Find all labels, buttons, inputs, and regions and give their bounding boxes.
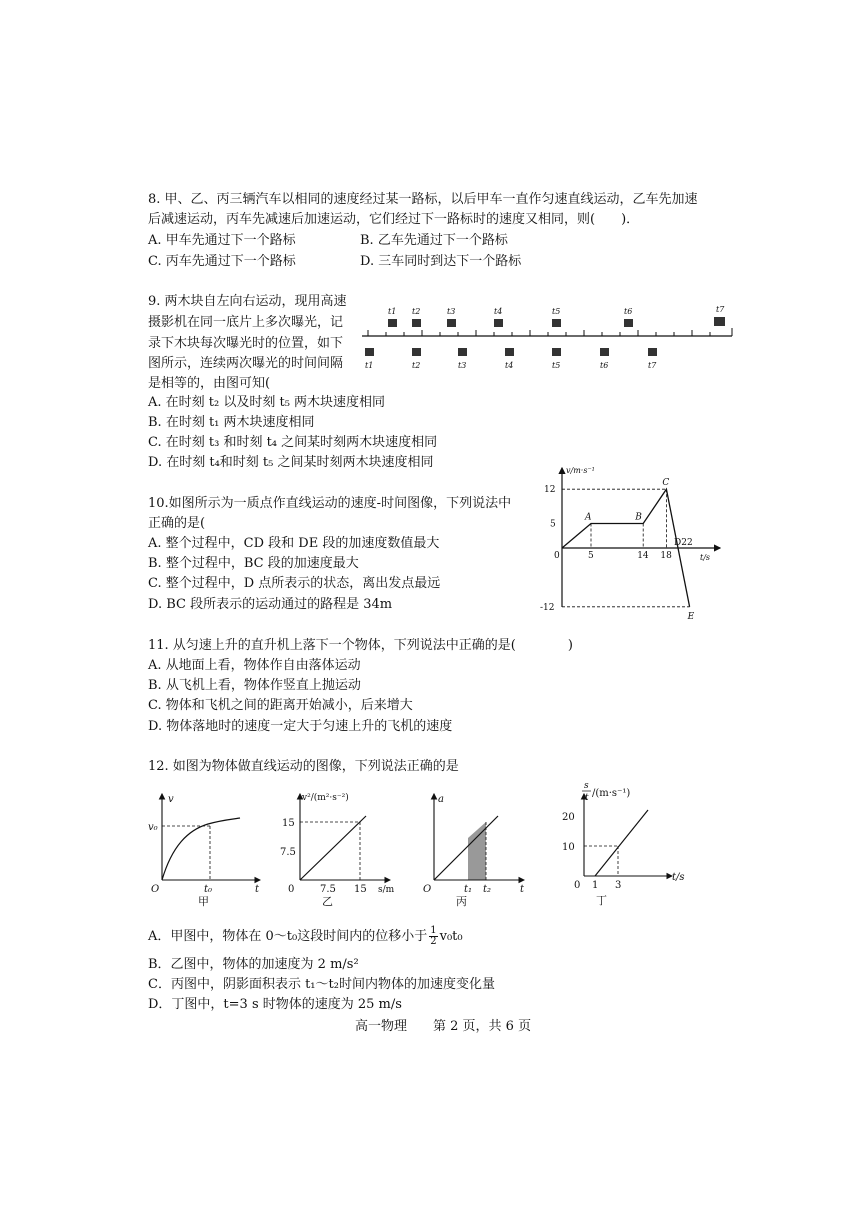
top-label-t3: t3 — [447, 307, 456, 316]
bing-origin: O — [423, 884, 432, 895]
jia-t0: t₀ — [204, 884, 213, 895]
jia-origin: O — [151, 884, 160, 895]
top-block — [494, 319, 503, 327]
top-label-t1: t1 — [388, 307, 397, 316]
vt-ytick-neg12: -12 — [540, 602, 555, 613]
q9-option-d: D. 在时刻 t₄和时刻 t₅ 之间某时刻两木块速度相同 — [148, 455, 434, 470]
yi-xtick-15: 15 — [354, 884, 367, 895]
jia-xlabel: t — [255, 884, 260, 895]
ding-ylabel-unit: /(m·s⁻¹) — [592, 788, 631, 799]
q11-option-a: A. 从地面上看，物体作自由落体运动 — [148, 658, 361, 673]
q11-stem: 11. 从匀速上升的直升机上落下一个物体，下列说法中正确的是( ) — [148, 638, 573, 653]
bottom-label-t6: t6 — [600, 361, 609, 370]
bing-ylabel: a — [438, 794, 444, 805]
q8-option-c: C. 丙车先通过下一个路标 — [148, 254, 296, 269]
q9-stem-line5: 是相等的，由图可知( — [148, 376, 271, 391]
ding-origin: 0 — [574, 880, 581, 891]
bottom-block — [552, 348, 561, 356]
q12-graph-bing — [420, 788, 535, 908]
q10-option-a: A. 整个过程中，CD 段和 DE 段的加速度数值最大 — [148, 536, 440, 551]
yi-ylabel: v²/(m²·s⁻²) — [302, 793, 349, 803]
top-label-t2: t2 — [412, 307, 421, 316]
q12-option-b: B．乙图中，物体的加速度为 2 m/s² — [148, 957, 359, 972]
fraction-numerator: 1 — [430, 925, 437, 936]
vt-point-label-E: E — [687, 611, 695, 622]
bottom-block — [458, 348, 467, 356]
q8-option-b: B. 乙车先通过下一个路标 — [360, 233, 508, 248]
top-block — [552, 319, 561, 327]
q10-stem-line2: 正确的是( — [148, 516, 206, 531]
top-block — [388, 319, 397, 327]
ding-xlabel: t/s — [672, 872, 685, 883]
yi-origin: 0 — [288, 884, 295, 895]
jia-v0: v₀ — [148, 822, 158, 833]
q8-stem-line1: 8. 甲、乙、丙三辆汽车以相同的速度经过某一路标，以后甲车一直作匀速直线运动，乙车先加速 — [148, 192, 698, 207]
ding-xtick-1: 1 — [592, 880, 599, 891]
q8-stem-line2: 后减速运动，丙车先减速后加速运动，它们经过下一路标时的速度又相同，则( )． — [148, 212, 640, 227]
yi-xtick-7.5: 7.5 — [320, 884, 336, 895]
q9-exposure-diagram — [360, 300, 740, 372]
q9-stem-line3: 录下木块每次曝光时的位置，如下 — [148, 336, 344, 351]
top-label-t4: t4 — [494, 307, 503, 316]
q10-option-b: B. 整个过程中，BC 段的加速度最大 — [148, 556, 359, 571]
bottom-label-t5: t5 — [552, 361, 561, 370]
vt-xtick-5: 5 — [588, 551, 594, 561]
top-block — [624, 319, 633, 327]
vt-xtick-0: 0 — [554, 551, 560, 561]
yi-ytick-15: 15 — [282, 818, 295, 829]
q9-top-blocks — [388, 317, 725, 327]
vt-point-label-C: C — [662, 478, 670, 489]
page-footer: 高一物理 第 2 页，共 6 页 — [355, 1019, 532, 1034]
ding-ytick-10: 10 — [562, 842, 575, 853]
bing-line — [434, 816, 498, 880]
bing-xlabel: t — [520, 884, 525, 895]
top-block — [447, 319, 456, 327]
q10-option-c: C. 整个过程中，D 点所表示的状态，离出发点最远 — [148, 576, 441, 591]
bottom-label-t4: t4 — [505, 361, 514, 370]
bing-name: 丙 — [456, 895, 467, 908]
q9-option-b: B. 在时刻 t₁ 两木块速度相同 — [148, 415, 315, 430]
q12-option-a-pre: A．甲图中，物体在 0～t₀这段时间内的位移小于 — [148, 929, 428, 944]
q8-option-a: A. 甲车先通过下一个路标 — [148, 233, 296, 248]
q9-stem-line4: 图所示，连续两次曝光的时间间隔 — [148, 356, 344, 371]
ding-ylabel-num: s — [584, 781, 589, 791]
q11-option-b: B. 从飞机上看，物体作竖直上抛运动 — [148, 678, 361, 693]
bottom-block — [600, 348, 609, 356]
vt-ytick-5: 5 — [550, 519, 556, 530]
top-label-t6: t6 — [624, 307, 633, 316]
jia-curve — [162, 818, 240, 880]
q12-graph-ding — [560, 780, 700, 910]
ding-ylabel-den: t — [585, 793, 589, 803]
q10-vt-chart — [530, 462, 730, 622]
vt-xtick-D22: D22 — [674, 538, 693, 548]
yi-ytick-7.5: 7.5 — [280, 847, 296, 858]
bottom-block — [412, 348, 421, 356]
q12-option-a — [148, 926, 463, 947]
q9-option-c: C. 在时刻 t₃ 和时刻 t₄ 之间某时刻两木块速度相同 — [148, 435, 438, 450]
bottom-label-t3: t3 — [458, 361, 467, 370]
q11-option-d: D. 物体落地时的速度一定大于匀速上升的飞机的速度 — [148, 719, 453, 734]
q12-graph-jia — [148, 788, 273, 908]
q10-stem-line1: 10.如图所示为一质点作直线运动的速度-时间图像，下列说法中 — [148, 496, 512, 511]
top-label-t7: t7 — [716, 305, 725, 314]
q12-option-d: D．丁图中，t=3 s 时物体的速度为 25 m/s — [148, 997, 402, 1012]
q12-option-a-post: v₀t₀ — [439, 929, 463, 944]
top-block — [714, 317, 725, 326]
ding-line — [595, 810, 648, 876]
bottom-label-t1: t1 — [365, 361, 374, 370]
vt-xlabel: t/s — [700, 553, 711, 562]
ding-name: 丁 — [596, 894, 607, 907]
ding-xtick-3: 3 — [615, 880, 622, 891]
vt-point-label-A: A — [585, 512, 592, 523]
fraction-denominator: 2 — [430, 936, 437, 947]
half-fraction — [429, 926, 437, 947]
q12-stem: 12. 如图为物体做直线运动的图像，下列说法正确的是 — [148, 759, 459, 774]
yi-line — [300, 816, 366, 880]
bing-t2: t₂ — [483, 884, 492, 895]
jia-ylabel: v — [168, 794, 174, 805]
q8-option-d: D. 三车同时到达下一个路标 — [360, 254, 522, 269]
q9-stem-line1: 9. 两木块自左向右运动，现用高速 — [148, 294, 347, 309]
vt-ylabel: v/m·s⁻¹ — [566, 466, 595, 475]
q10-option-d: D. BC 段所表示的运动通过的路程是 34m — [148, 597, 393, 612]
bottom-label-t2: t2 — [412, 361, 421, 370]
q12-option-c: C．丙图中，阴影面积表示 t₁～t₂时间内物体的加速度变化量 — [148, 977, 495, 992]
q9-stem-line2: 摄影机在同一底片上多次曝光，记 — [148, 315, 344, 330]
vt-xtick-14: 14 — [637, 551, 649, 561]
yi-name: 乙 — [322, 895, 333, 908]
bottom-block — [365, 348, 374, 356]
top-label-t5: t5 — [552, 307, 561, 316]
q9-bottom-blocks — [365, 348, 657, 356]
ding-ytick-20: 20 — [562, 812, 575, 823]
jia-name: 甲 — [198, 895, 209, 908]
vt-point-label-B: B — [635, 512, 642, 523]
q9-option-a: A. 在时刻 t₂ 以及时刻 t₅ 两木块速度相同 — [148, 395, 386, 410]
yi-xlabel: s/m — [378, 885, 395, 895]
q11-option-c: C. 物体和飞机之间的距离开始减小，后来增大 — [148, 698, 413, 713]
bottom-block — [505, 348, 514, 356]
q12-graph-yi — [280, 788, 410, 908]
top-block — [412, 319, 421, 327]
bing-t1: t₁ — [464, 884, 473, 895]
bottom-block — [648, 348, 657, 356]
vt-xtick-18: 18 — [660, 551, 672, 561]
vt-ytick-12: 12 — [544, 485, 556, 496]
bottom-label-t7: t7 — [648, 361, 657, 370]
